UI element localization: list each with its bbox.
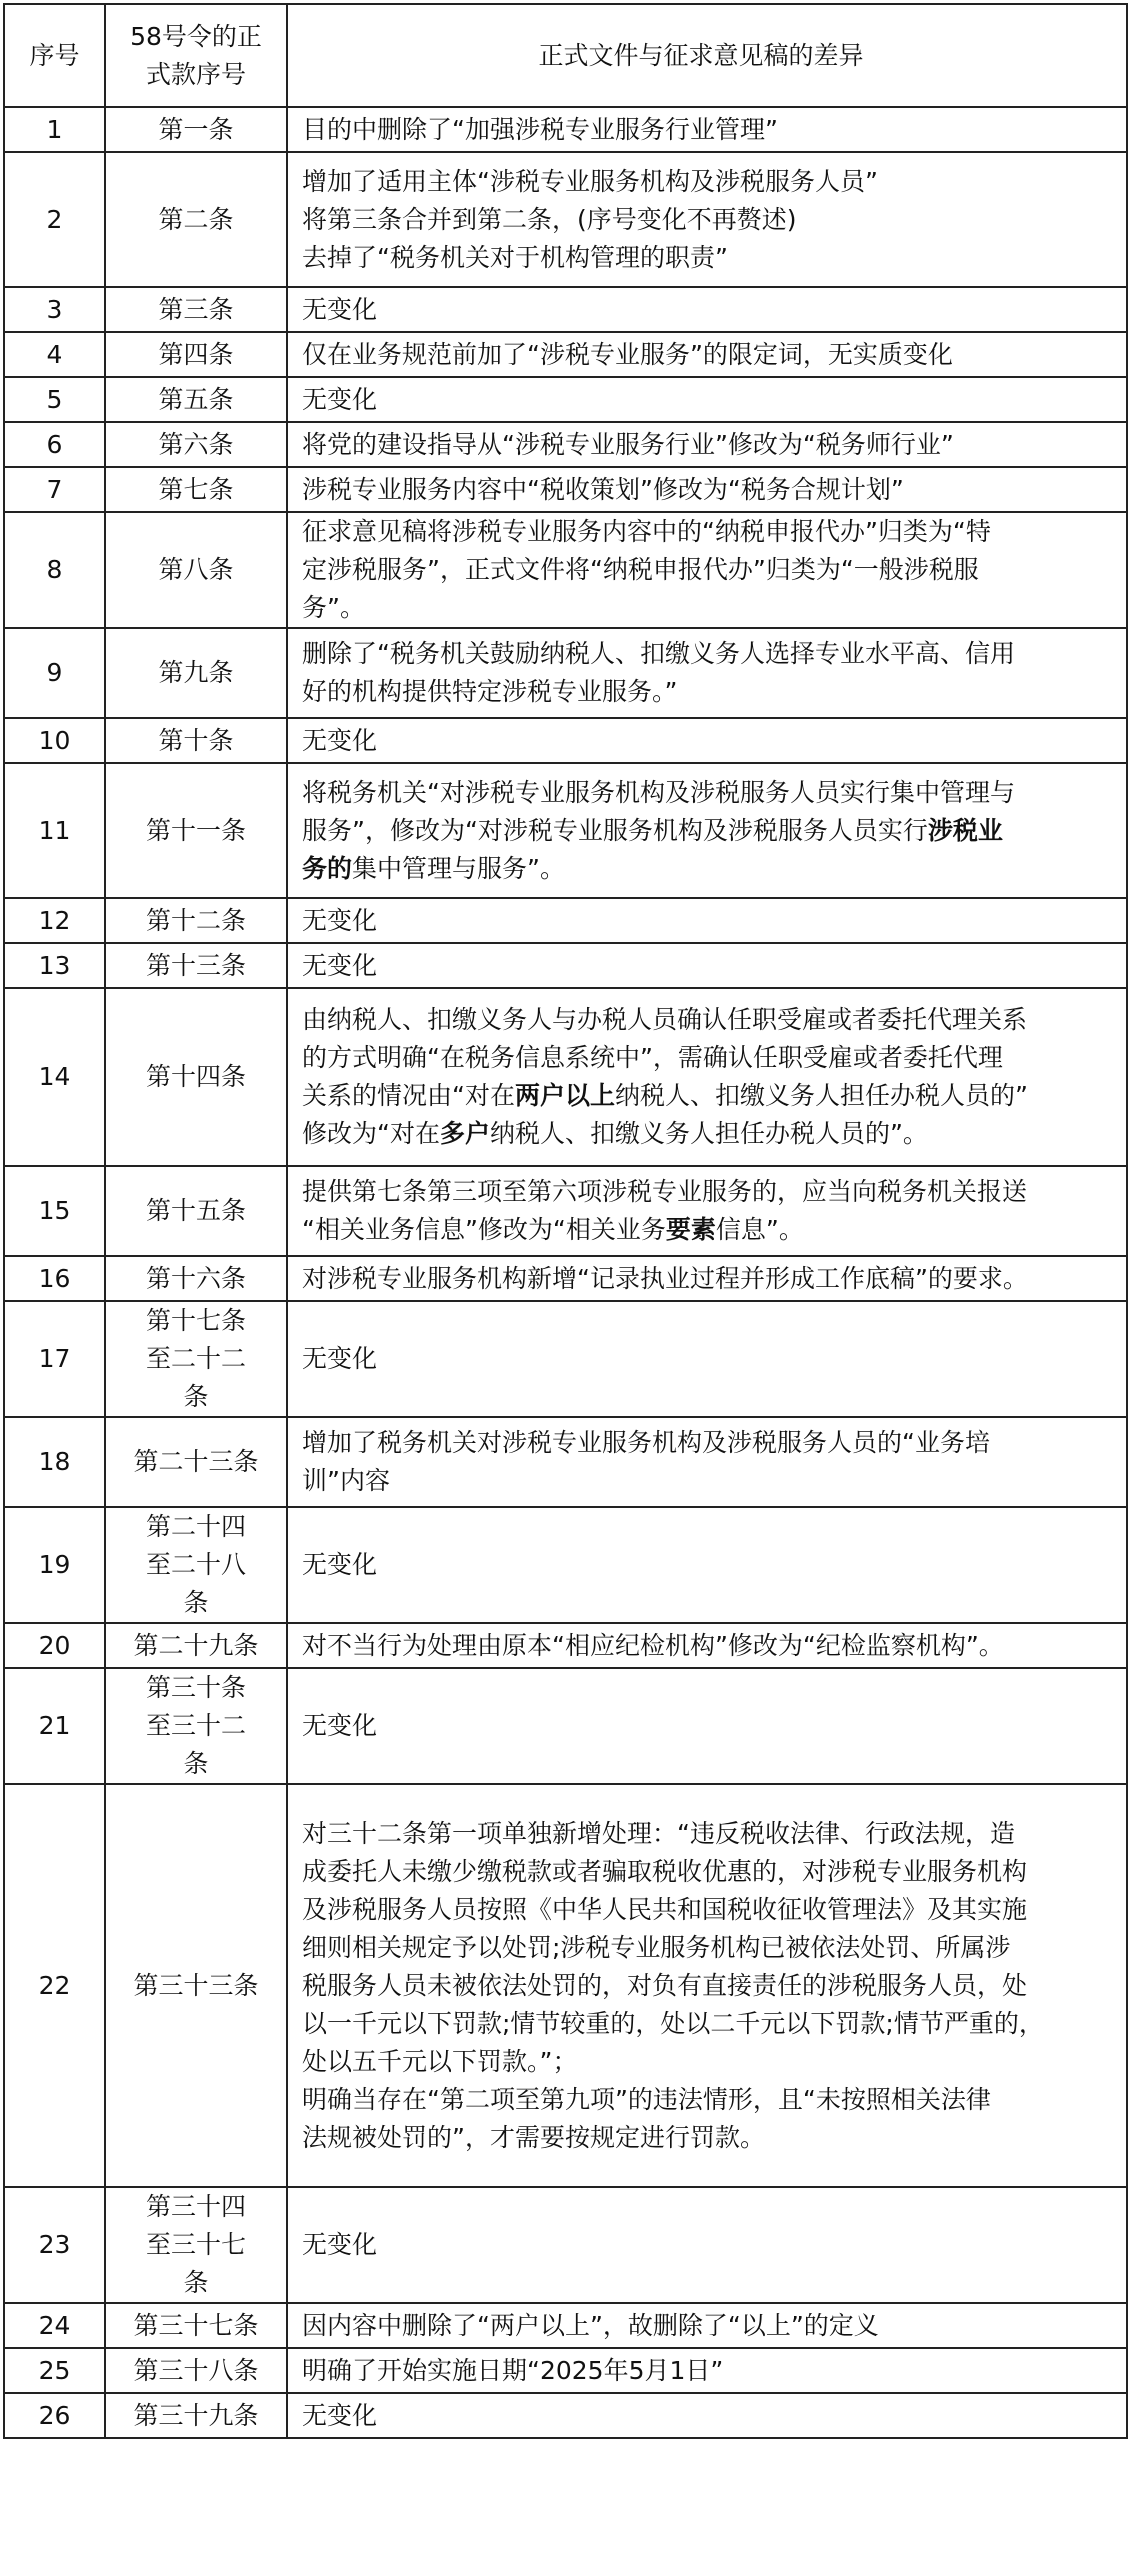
text-segment: 服务”，修改为“对涉税专业服务机构及涉税服务人员实行: [302, 815, 928, 845]
table-row: [4, 287, 1127, 332]
text-segment: 细则相关规定予以处罚;涉税专业服务机构已被依法处罚、所属涉: [302, 1932, 1011, 1962]
difference-text: [287, 152, 1127, 287]
row-number: 8: [4, 512, 105, 628]
text-segment: 对三十二条第一项单独新增处理：“违反税收法律、行政法规，造: [302, 1818, 1015, 1848]
article-number: 第二十四至二十八条: [105, 1507, 287, 1623]
table-row: [4, 1166, 1127, 1256]
text-segment: 无变化: [302, 2230, 378, 2259]
difference-text: [287, 1784, 1127, 2187]
row-number: 21: [4, 1668, 105, 1784]
difference-line: [302, 2307, 1114, 2345]
text-segment: 对涉税专业服务机构新增“记录执业过程并形成工作底稿”的要求。: [302, 1263, 1028, 1293]
table-row: [4, 1668, 1127, 1784]
difference-line: [302, 471, 1114, 509]
article-number: 第二十九条: [105, 1623, 287, 1668]
text-segment: 增加了适用主体“涉税专业服务机构及涉税服务人员”: [302, 166, 878, 196]
article-number: 第十三条: [105, 943, 287, 988]
text-segment: 明确了开始实施日期“2025年5月1日”: [302, 2355, 724, 2385]
text-segment: 无变化: [302, 384, 378, 414]
difference-line: [302, 2005, 1114, 2043]
text-segment: 将税务机关“对涉税专业服务机构及涉税服务人员实行集中管理与: [302, 777, 1015, 807]
article-number: 第十条: [105, 718, 287, 763]
difference-text: [287, 1166, 1127, 1256]
comparison-table: [3, 3, 1128, 2439]
article-number: 第七条: [105, 467, 287, 512]
difference-line: [302, 1853, 1114, 1891]
difference-line: [302, 2081, 1114, 2119]
difference-line: [302, 163, 1114, 201]
text-segment: 定涉税服务”，正式文件将“纳税申报代办”归类为“一般涉税服: [302, 555, 979, 584]
table-row: [4, 1417, 1127, 1507]
table-row: [4, 332, 1127, 377]
table-body: [4, 107, 1127, 2438]
text-segment: 增加了税务机关对涉税专业服务机构及涉税服务人员的“业务培: [302, 1428, 990, 1457]
text-segment: 税服务人员未被依法处罚的，对负有直接责任的涉税服务人员，处: [302, 1970, 1028, 2000]
table-row: [4, 107, 1127, 152]
header-article: 58号令的正式款序号: [105, 4, 287, 107]
row-number: 4: [4, 332, 105, 377]
difference-line: [302, 774, 1114, 812]
difference-line: [302, 2352, 1114, 2390]
table-row: [4, 2393, 1127, 2438]
text-segment: 成委托人未缴少缴税款或者骗取税收优惠的，对涉税专业服务机构: [302, 1856, 1028, 1886]
bold-segment: 涉税业: [927, 815, 1003, 845]
article-number: 第二条: [105, 152, 287, 287]
text-segment: 无变化: [302, 725, 378, 755]
text-segment: 关系的情况由“对在: [302, 1081, 515, 1110]
difference-line: [302, 111, 1114, 149]
difference-line: [302, 1260, 1114, 1298]
text-segment: 因内容中删除了“两户以上”，故删除了“以上”的定义: [302, 2310, 879, 2340]
article-number: 第十五条: [105, 1166, 287, 1256]
header-diff: 正式文件与征求意见稿的差异: [287, 4, 1127, 107]
article-number: 第二十三条: [105, 1417, 287, 1507]
text-segment: 集中管理与服务”。: [352, 853, 565, 883]
difference-line: [302, 635, 1114, 673]
difference-text: [287, 2303, 1127, 2348]
article-number: 第四条: [105, 332, 287, 377]
article-number: 第三条: [105, 287, 287, 332]
text-segment: 无变化: [302, 294, 378, 324]
difference-line: [302, 2119, 1114, 2157]
difference-line: [302, 1929, 1114, 1967]
difference-line: [302, 2397, 1114, 2435]
difference-line: [302, 426, 1114, 464]
article-number: 第十四条: [105, 988, 287, 1166]
difference-text: [287, 898, 1127, 943]
difference-line: [302, 947, 1114, 985]
article-number: 第三十四至三十七条: [105, 2187, 287, 2303]
article-number: 第十七条至二十二条: [105, 1301, 287, 1417]
row-number: 26: [4, 2393, 105, 2438]
table-row: [4, 2348, 1127, 2393]
table-row: [4, 152, 1127, 287]
difference-text: [287, 988, 1127, 1166]
text-segment: 目的中删除了“加强涉税专业服务行业管理”: [302, 114, 778, 144]
row-number: 23: [4, 2187, 105, 2303]
row-number: 15: [4, 1166, 105, 1256]
difference-line: [302, 673, 1114, 711]
difference-line: [302, 1115, 1114, 1153]
difference-text: [287, 1301, 1127, 1417]
difference-text: [287, 1417, 1127, 1507]
difference-line: [302, 381, 1114, 419]
difference-line: [302, 291, 1114, 329]
article-number: 第八条: [105, 512, 287, 628]
table-row: [4, 512, 1127, 628]
difference-line: [302, 2043, 1114, 2081]
table-row: [4, 988, 1127, 1166]
difference-line: [302, 812, 1114, 850]
difference-line: [302, 336, 1114, 374]
text-segment: 删除了“税务机关鼓励纳税人、扣缴义务人选择专业水平高、信用: [302, 639, 1015, 668]
text-segment: 仅在业务规范前加了“涉税专业服务”的限定词，无实质变化: [302, 339, 953, 369]
table-row: [4, 422, 1127, 467]
table-row: [4, 1507, 1127, 1623]
difference-line: [302, 513, 1114, 551]
row-number: 22: [4, 1784, 105, 2187]
table-row: [4, 763, 1127, 898]
bold-segment: 多户: [439, 1119, 490, 1148]
difference-text: [287, 628, 1127, 718]
article-number: 第十六条: [105, 1256, 287, 1301]
article-number: 第三十条至三十二条: [105, 1668, 287, 1784]
text-segment: 无变化: [302, 905, 378, 935]
article-number: 第三十三条: [105, 1784, 287, 2187]
row-number: 11: [4, 763, 105, 898]
text-segment: 无变化: [302, 1550, 378, 1579]
text-segment: 将第三条合并到第二条，(序号变化不再赘述): [302, 204, 797, 234]
difference-line: [302, 1424, 1114, 1462]
text-segment: 以一千元以下罚款;情节较重的，处以二千元以下罚款;情节严重的，: [302, 2008, 1044, 2038]
difference-text: [287, 377, 1127, 422]
difference-line: [302, 1707, 1114, 1745]
difference-line: [302, 722, 1114, 760]
bold-segment: 务的: [302, 853, 353, 883]
article-number: 第九条: [105, 628, 287, 718]
article-number: 第三十八条: [105, 2348, 287, 2393]
difference-text: [287, 287, 1127, 332]
row-number: 12: [4, 898, 105, 943]
difference-line: [302, 1546, 1114, 1584]
table-row: [4, 943, 1127, 988]
difference-text: [287, 467, 1127, 512]
article-number: 第六条: [105, 422, 287, 467]
row-number: 7: [4, 467, 105, 512]
difference-line: [302, 239, 1114, 277]
text-segment: 务”。: [302, 593, 365, 622]
table-row: [4, 1301, 1127, 1417]
difference-line: [302, 1340, 1114, 1378]
difference-line: [302, 1211, 1114, 1249]
article-number: 第十一条: [105, 763, 287, 898]
article-number: 第三十九条: [105, 2393, 287, 2438]
table-row: [4, 2303, 1127, 2348]
difference-text: [287, 2393, 1127, 2438]
text-segment: 对不当行为处理由原本“相应纪检机构”修改为“纪检监察机构”。: [302, 1630, 1004, 1660]
text-segment: 征求意见稿将涉税专业服务内容中的“纳税申报代办”归类为“特: [302, 517, 991, 546]
difference-line: [302, 2226, 1114, 2264]
header-no: 序号: [4, 4, 105, 107]
row-number: 16: [4, 1256, 105, 1301]
text-segment: 无变化: [302, 2400, 378, 2430]
text-segment: 修改为“对在: [302, 1119, 440, 1148]
text-segment: 及涉税服务人员按照《中华人民共和国税收征收管理法》及其实施: [302, 1894, 1028, 1924]
difference-line: [302, 1815, 1114, 1853]
row-number: 19: [4, 1507, 105, 1623]
difference-line: [302, 1891, 1114, 1929]
text-segment: 法规被处罚的”，才需要按规定进行罚款。: [302, 2122, 765, 2152]
text-segment: 由纳税人、扣缴义务人与办税人员确认任职受雇或者委托代理关系: [302, 1005, 1028, 1034]
text-segment: 无变化: [302, 950, 378, 980]
difference-text: [287, 2348, 1127, 2393]
table-row: [4, 1623, 1127, 1668]
article-number: 第一条: [105, 107, 287, 152]
row-number: 25: [4, 2348, 105, 2393]
text-segment: 好的机构提供特定涉税专业服务。”: [302, 677, 678, 706]
difference-line: [302, 201, 1114, 239]
difference-line: [302, 1039, 1114, 1077]
text-segment: “相关业务信息”修改为“相关业务: [302, 1215, 666, 1244]
table-row: [4, 467, 1127, 512]
table-row: [4, 1784, 1127, 2187]
difference-line: [302, 1462, 1114, 1500]
table-row: [4, 718, 1127, 763]
text-segment: 明确当存在“第二项至第九项”的违法情形，且“未按照相关法律: [302, 2084, 991, 2114]
difference-text: [287, 943, 1127, 988]
row-number: 2: [4, 152, 105, 287]
difference-text: [287, 1507, 1127, 1623]
row-number: 18: [4, 1417, 105, 1507]
row-number: 9: [4, 628, 105, 718]
difference-text: [287, 1668, 1127, 1784]
row-number: 20: [4, 1623, 105, 1668]
text-segment: 处以五千元以下罚款。”；: [302, 2046, 578, 2076]
bold-segment: 要素: [665, 1215, 716, 1244]
difference-line: [302, 1077, 1114, 1115]
row-number: 3: [4, 287, 105, 332]
text-segment: 提供第七条第三项至第六项涉税专业服务的，应当向税务机关报送: [302, 1177, 1028, 1206]
difference-line: [302, 551, 1114, 589]
row-number: 14: [4, 988, 105, 1166]
difference-text: [287, 512, 1127, 628]
table-row: [4, 898, 1127, 943]
text-segment: 无变化: [302, 1711, 378, 1740]
text-segment: 将党的建设指导从“涉税专业服务行业”修改为“税务师行业”: [302, 429, 954, 459]
text-segment: 涉税专业服务内容中“税收策划”修改为“税务合规计划”: [302, 474, 904, 504]
row-number: 5: [4, 377, 105, 422]
article-number: 第三十七条: [105, 2303, 287, 2348]
difference-text: [287, 1623, 1127, 1668]
text-segment: 无变化: [302, 1344, 378, 1373]
difference-text: [287, 332, 1127, 377]
row-number: 6: [4, 422, 105, 467]
row-number: 1: [4, 107, 105, 152]
text-segment: 训”内容: [302, 1466, 390, 1495]
difference-line: [302, 1173, 1114, 1211]
difference-text: [287, 763, 1127, 898]
text-segment: 的方式明确“在税务信息系统中”，需确认任职受雇或者委托代理: [302, 1043, 1003, 1072]
difference-text: [287, 718, 1127, 763]
difference-line: [302, 902, 1114, 940]
row-number: 24: [4, 2303, 105, 2348]
row-number: 17: [4, 1301, 105, 1417]
header-row: [4, 4, 1127, 107]
row-number: 10: [4, 718, 105, 763]
article-number: 第十二条: [105, 898, 287, 943]
difference-line: [302, 1627, 1114, 1665]
row-number: 13: [4, 943, 105, 988]
difference-text: [287, 107, 1127, 152]
difference-text: [287, 422, 1127, 467]
text-segment: 纳税人、扣缴义务人担任办税人员的”: [614, 1081, 1028, 1110]
table-row: [4, 2187, 1127, 2303]
text-segment: 去掉了“税务机关对于机构管理的职责”: [302, 242, 728, 272]
text-segment: 纳税人、扣缴义务人担任办税人员的”。: [489, 1119, 928, 1148]
difference-line: [302, 1967, 1114, 2005]
table-row: [4, 1256, 1127, 1301]
difference-text: [287, 2187, 1127, 2303]
difference-line: [302, 589, 1114, 627]
difference-line: [302, 850, 1114, 888]
difference-text: [287, 1256, 1127, 1301]
bold-segment: 两户以上: [514, 1081, 615, 1110]
table-row: [4, 628, 1127, 718]
difference-line: [302, 1001, 1114, 1039]
article-number: 第五条: [105, 377, 287, 422]
text-segment: 信息”。: [715, 1215, 804, 1244]
table-row: [4, 377, 1127, 422]
